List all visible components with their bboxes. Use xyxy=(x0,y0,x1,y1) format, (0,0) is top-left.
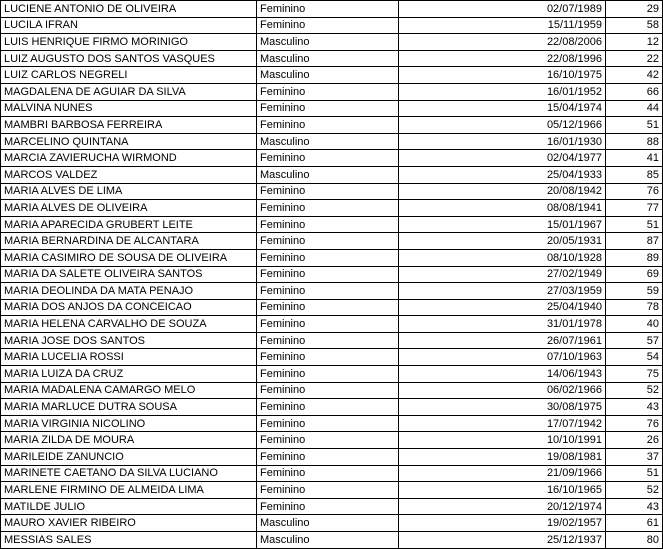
sex-cell[interactable]: Feminino xyxy=(257,299,399,316)
name-cell[interactable]: MARCELINO QUINTANA xyxy=(1,133,257,150)
name-cell[interactable]: MARIA LUCELIA ROSSI xyxy=(1,349,257,366)
sex-cell[interactable]: Feminino xyxy=(257,83,399,100)
age-cell[interactable]: 57 xyxy=(606,332,663,349)
age-cell[interactable]: 78 xyxy=(606,299,663,316)
sex-cell[interactable]: Masculino xyxy=(257,532,399,549)
age-cell[interactable]: 69 xyxy=(606,266,663,283)
sex-cell[interactable]: Feminino xyxy=(257,216,399,233)
name-cell[interactable]: MARIA CASIMIRO DE SOUSA DE OLIVEIRA xyxy=(1,249,257,266)
name-cell[interactable]: MARIA DOS ANJOS DA CONCEICAO xyxy=(1,299,257,316)
birthdate-cell[interactable]: 08/08/1941 xyxy=(399,200,606,217)
sex-cell[interactable]: Feminino xyxy=(257,482,399,499)
name-cell[interactable]: MARIA APARECIDA GRUBERT LEITE xyxy=(1,216,257,233)
birthdate-cell[interactable]: 30/08/1975 xyxy=(399,399,606,416)
name-cell[interactable]: MARIA ZILDA DE MOURA xyxy=(1,432,257,449)
table-row xyxy=(1,515,663,532)
name-cell[interactable]: LUIS HENRIQUE FIRMO MORINIGO xyxy=(1,34,257,51)
birthdate-cell[interactable]: 17/07/1942 xyxy=(399,415,606,432)
table-row xyxy=(1,183,663,200)
birthdate-cell[interactable]: 19/08/1981 xyxy=(399,449,606,466)
name-cell[interactable]: MARCOS VALDEZ xyxy=(1,166,257,183)
table-row xyxy=(1,266,663,283)
sex-cell[interactable]: Masculino xyxy=(257,166,399,183)
birthdate-cell[interactable]: 10/10/1991 xyxy=(399,432,606,449)
birthdate-cell[interactable]: 16/10/1965 xyxy=(399,482,606,499)
sex-cell[interactable]: Masculino xyxy=(257,133,399,150)
sex-cell[interactable]: Feminino xyxy=(257,183,399,200)
birthdate-cell[interactable]: 20/05/1931 xyxy=(399,233,606,250)
birthdate-cell[interactable]: 26/07/1961 xyxy=(399,332,606,349)
name-cell[interactable]: MAGDALENA DE AGUIAR DA SILVA xyxy=(1,83,257,100)
age-cell[interactable]: 66 xyxy=(606,83,663,100)
birthdate-cell[interactable]: 16/10/1975 xyxy=(399,67,606,84)
sex-cell[interactable]: Feminino xyxy=(257,432,399,449)
name-cell[interactable]: MARIA BERNARDINA DE ALCANTARA xyxy=(1,233,257,250)
birthdate-cell[interactable]: 05/12/1966 xyxy=(399,117,606,134)
table-row xyxy=(1,150,663,167)
age-cell[interactable]: 43 xyxy=(606,399,663,416)
age-cell[interactable]: 87 xyxy=(606,233,663,250)
table-row xyxy=(1,399,663,416)
table-row xyxy=(1,17,663,34)
sex-cell[interactable]: Feminino xyxy=(257,349,399,366)
name-cell[interactable]: LUCILA IFRAN xyxy=(1,17,257,34)
name-cell[interactable]: MARINETE CAETANO DA SILVA LUCIANO xyxy=(1,465,257,482)
table-row xyxy=(1,249,663,266)
birthdate-cell[interactable]: 31/01/1978 xyxy=(399,316,606,333)
sex-cell[interactable]: Feminino xyxy=(257,17,399,34)
table-row xyxy=(1,299,663,316)
table-row xyxy=(1,166,663,183)
table-row xyxy=(1,415,663,432)
table-row xyxy=(1,366,663,383)
name-cell[interactable]: MAURO XAVIER RIBEIRO xyxy=(1,515,257,532)
table-row xyxy=(1,332,663,349)
birthdate-cell[interactable]: 27/02/1949 xyxy=(399,266,606,283)
name-cell[interactable]: MATILDE JULIO xyxy=(1,498,257,515)
age-cell[interactable]: 29 xyxy=(606,1,663,18)
table-row xyxy=(1,449,663,466)
age-cell[interactable]: 43 xyxy=(606,498,663,515)
table-row xyxy=(1,83,663,100)
sex-cell[interactable]: Feminino xyxy=(257,249,399,266)
name-cell[interactable]: LUIZ AUGUSTO DOS SANTOS VASQUES xyxy=(1,50,257,67)
table-row xyxy=(1,465,663,482)
sex-cell[interactable]: Feminino xyxy=(257,200,399,217)
birthdate-cell[interactable]: 22/08/2006 xyxy=(399,34,606,51)
sex-cell[interactable]: Feminino xyxy=(257,366,399,383)
sex-cell[interactable]: Feminino xyxy=(257,150,399,167)
age-cell[interactable]: 59 xyxy=(606,283,663,300)
birthdate-cell[interactable]: 16/01/1930 xyxy=(399,133,606,150)
birthdate-cell[interactable]: 20/08/1942 xyxy=(399,183,606,200)
sex-cell[interactable]: Masculino xyxy=(257,34,399,51)
age-cell[interactable]: 76 xyxy=(606,183,663,200)
sex-cell[interactable]: Feminino xyxy=(257,399,399,416)
table-row xyxy=(1,117,663,134)
table-row xyxy=(1,133,663,150)
age-cell[interactable]: 44 xyxy=(606,100,663,117)
age-cell[interactable]: 41 xyxy=(606,150,663,167)
sex-cell[interactable]: Feminino xyxy=(257,465,399,482)
birthdate-cell[interactable]: 02/07/1989 xyxy=(399,1,606,18)
age-cell[interactable]: 89 xyxy=(606,249,663,266)
birthdate-cell[interactable]: 27/03/1959 xyxy=(399,283,606,300)
age-cell[interactable]: 77 xyxy=(606,200,663,217)
table-row xyxy=(1,67,663,84)
table-row xyxy=(1,233,663,250)
name-cell[interactable]: MARILEIDE ZANUNCIO xyxy=(1,449,257,466)
birthdate-cell[interactable]: 08/10/1928 xyxy=(399,249,606,266)
age-cell[interactable]: 75 xyxy=(606,366,663,383)
name-cell[interactable]: LUIZ CARLOS NEGRELI xyxy=(1,67,257,84)
birthdate-cell[interactable]: 25/12/1937 xyxy=(399,532,606,549)
name-cell[interactable]: MARIA HELENA CARVALHO DE SOUZA xyxy=(1,316,257,333)
name-cell[interactable]: MARIA LUIZA DA CRUZ xyxy=(1,366,257,383)
sex-cell[interactable]: Feminino xyxy=(257,266,399,283)
age-cell[interactable]: 54 xyxy=(606,349,663,366)
table-row xyxy=(1,50,663,67)
age-cell[interactable]: 51 xyxy=(606,117,663,134)
table-row xyxy=(1,316,663,333)
table-row xyxy=(1,432,663,449)
name-cell[interactable]: MARIA ALVES DE LIMA xyxy=(1,183,257,200)
age-cell[interactable]: 76 xyxy=(606,415,663,432)
table-row xyxy=(1,34,663,51)
birthdate-cell[interactable]: 02/04/1977 xyxy=(399,150,606,167)
age-cell[interactable]: 12 xyxy=(606,34,663,51)
table-row xyxy=(1,216,663,233)
sex-cell[interactable]: Feminino xyxy=(257,332,399,349)
birthdate-cell[interactable]: 16/01/1952 xyxy=(399,83,606,100)
name-cell[interactable]: MARIA DEOLINDA DA MATA PENAJO xyxy=(1,283,257,300)
name-cell[interactable]: MARIA MARLUCE DUTRA SOUSA xyxy=(1,399,257,416)
birthdate-cell[interactable]: 06/02/1966 xyxy=(399,382,606,399)
sex-cell[interactable]: Feminino xyxy=(257,415,399,432)
table-row xyxy=(1,100,663,117)
name-cell[interactable]: MARIA VIRGINIA NICOLINO xyxy=(1,415,257,432)
birthdate-cell[interactable]: 19/02/1957 xyxy=(399,515,606,532)
sex-cell[interactable]: Feminino xyxy=(257,283,399,300)
age-cell[interactable]: 85 xyxy=(606,166,663,183)
birthdate-cell[interactable]: 07/10/1963 xyxy=(399,349,606,366)
age-cell[interactable]: 22 xyxy=(606,50,663,67)
birthdate-cell[interactable]: 15/04/1974 xyxy=(399,100,606,117)
name-cell[interactable]: MARIA JOSE DOS SANTOS xyxy=(1,332,257,349)
name-cell[interactable]: MARIA ALVES DE OLIVEIRA xyxy=(1,200,257,217)
age-cell[interactable]: 80 xyxy=(606,532,663,549)
name-cell[interactable]: MALVINA NUNES xyxy=(1,100,257,117)
age-cell[interactable]: 52 xyxy=(606,382,663,399)
birthdate-cell[interactable]: 25/04/1933 xyxy=(399,166,606,183)
birthdate-cell[interactable]: 15/11/1959 xyxy=(399,17,606,34)
table-row xyxy=(1,382,663,399)
birthdate-cell[interactable]: 25/04/1940 xyxy=(399,299,606,316)
table-row xyxy=(1,1,663,18)
sex-cell[interactable]: Feminino xyxy=(257,382,399,399)
age-cell[interactable]: 40 xyxy=(606,316,663,333)
table-row xyxy=(1,498,663,515)
sex-cell[interactable]: Masculino xyxy=(257,515,399,532)
name-cell[interactable]: MARIA DA SALETE OLIVEIRA SANTOS xyxy=(1,266,257,283)
birthdate-cell[interactable]: 22/08/1996 xyxy=(399,50,606,67)
age-cell[interactable]: 26 xyxy=(606,432,663,449)
table-row xyxy=(1,482,663,499)
birthdate-cell[interactable]: 14/06/1943 xyxy=(399,366,606,383)
name-cell[interactable]: MARCIA ZAVIERUCHA WIRMOND xyxy=(1,150,257,167)
name-cell[interactable]: LUCIENE ANTONIO DE OLIVEIRA xyxy=(1,1,257,18)
table-row xyxy=(1,283,663,300)
sex-cell[interactable]: Masculino xyxy=(257,67,399,84)
sex-cell[interactable]: Feminino xyxy=(257,1,399,18)
table-row xyxy=(1,349,663,366)
sex-cell[interactable]: Feminino xyxy=(257,100,399,117)
birthdate-cell[interactable]: 21/09/1966 xyxy=(399,465,606,482)
age-cell[interactable]: 88 xyxy=(606,133,663,150)
table-body xyxy=(1,1,663,549)
sex-cell[interactable]: Feminino xyxy=(257,449,399,466)
birthdate-cell[interactable]: 20/12/1974 xyxy=(399,498,606,515)
age-cell[interactable]: 61 xyxy=(606,515,663,532)
name-cell[interactable]: MARLENE FIRMINO DE ALMEIDA LIMA xyxy=(1,482,257,499)
age-cell[interactable]: 42 xyxy=(606,67,663,84)
sex-cell[interactable]: Feminino xyxy=(257,233,399,250)
table-row xyxy=(1,532,663,549)
name-cell[interactable]: MESSIAS SALES xyxy=(1,532,257,549)
age-cell[interactable]: 37 xyxy=(606,449,663,466)
age-cell[interactable]: 51 xyxy=(606,216,663,233)
age-cell[interactable]: 51 xyxy=(606,465,663,482)
sex-cell[interactable]: Feminino xyxy=(257,117,399,134)
name-cell[interactable]: MARIA MADALENA CAMARGO MELO xyxy=(1,382,257,399)
sex-cell[interactable]: Masculino xyxy=(257,50,399,67)
sex-cell[interactable]: Feminino xyxy=(257,316,399,333)
age-cell[interactable]: 58 xyxy=(606,17,663,34)
name-cell[interactable]: MAMBRI BARBOSA FERREIRA xyxy=(1,117,257,134)
table-row xyxy=(1,200,663,217)
sex-cell[interactable]: Feminino xyxy=(257,498,399,515)
birthdate-cell[interactable]: 15/01/1967 xyxy=(399,216,606,233)
age-cell[interactable]: 52 xyxy=(606,482,663,499)
